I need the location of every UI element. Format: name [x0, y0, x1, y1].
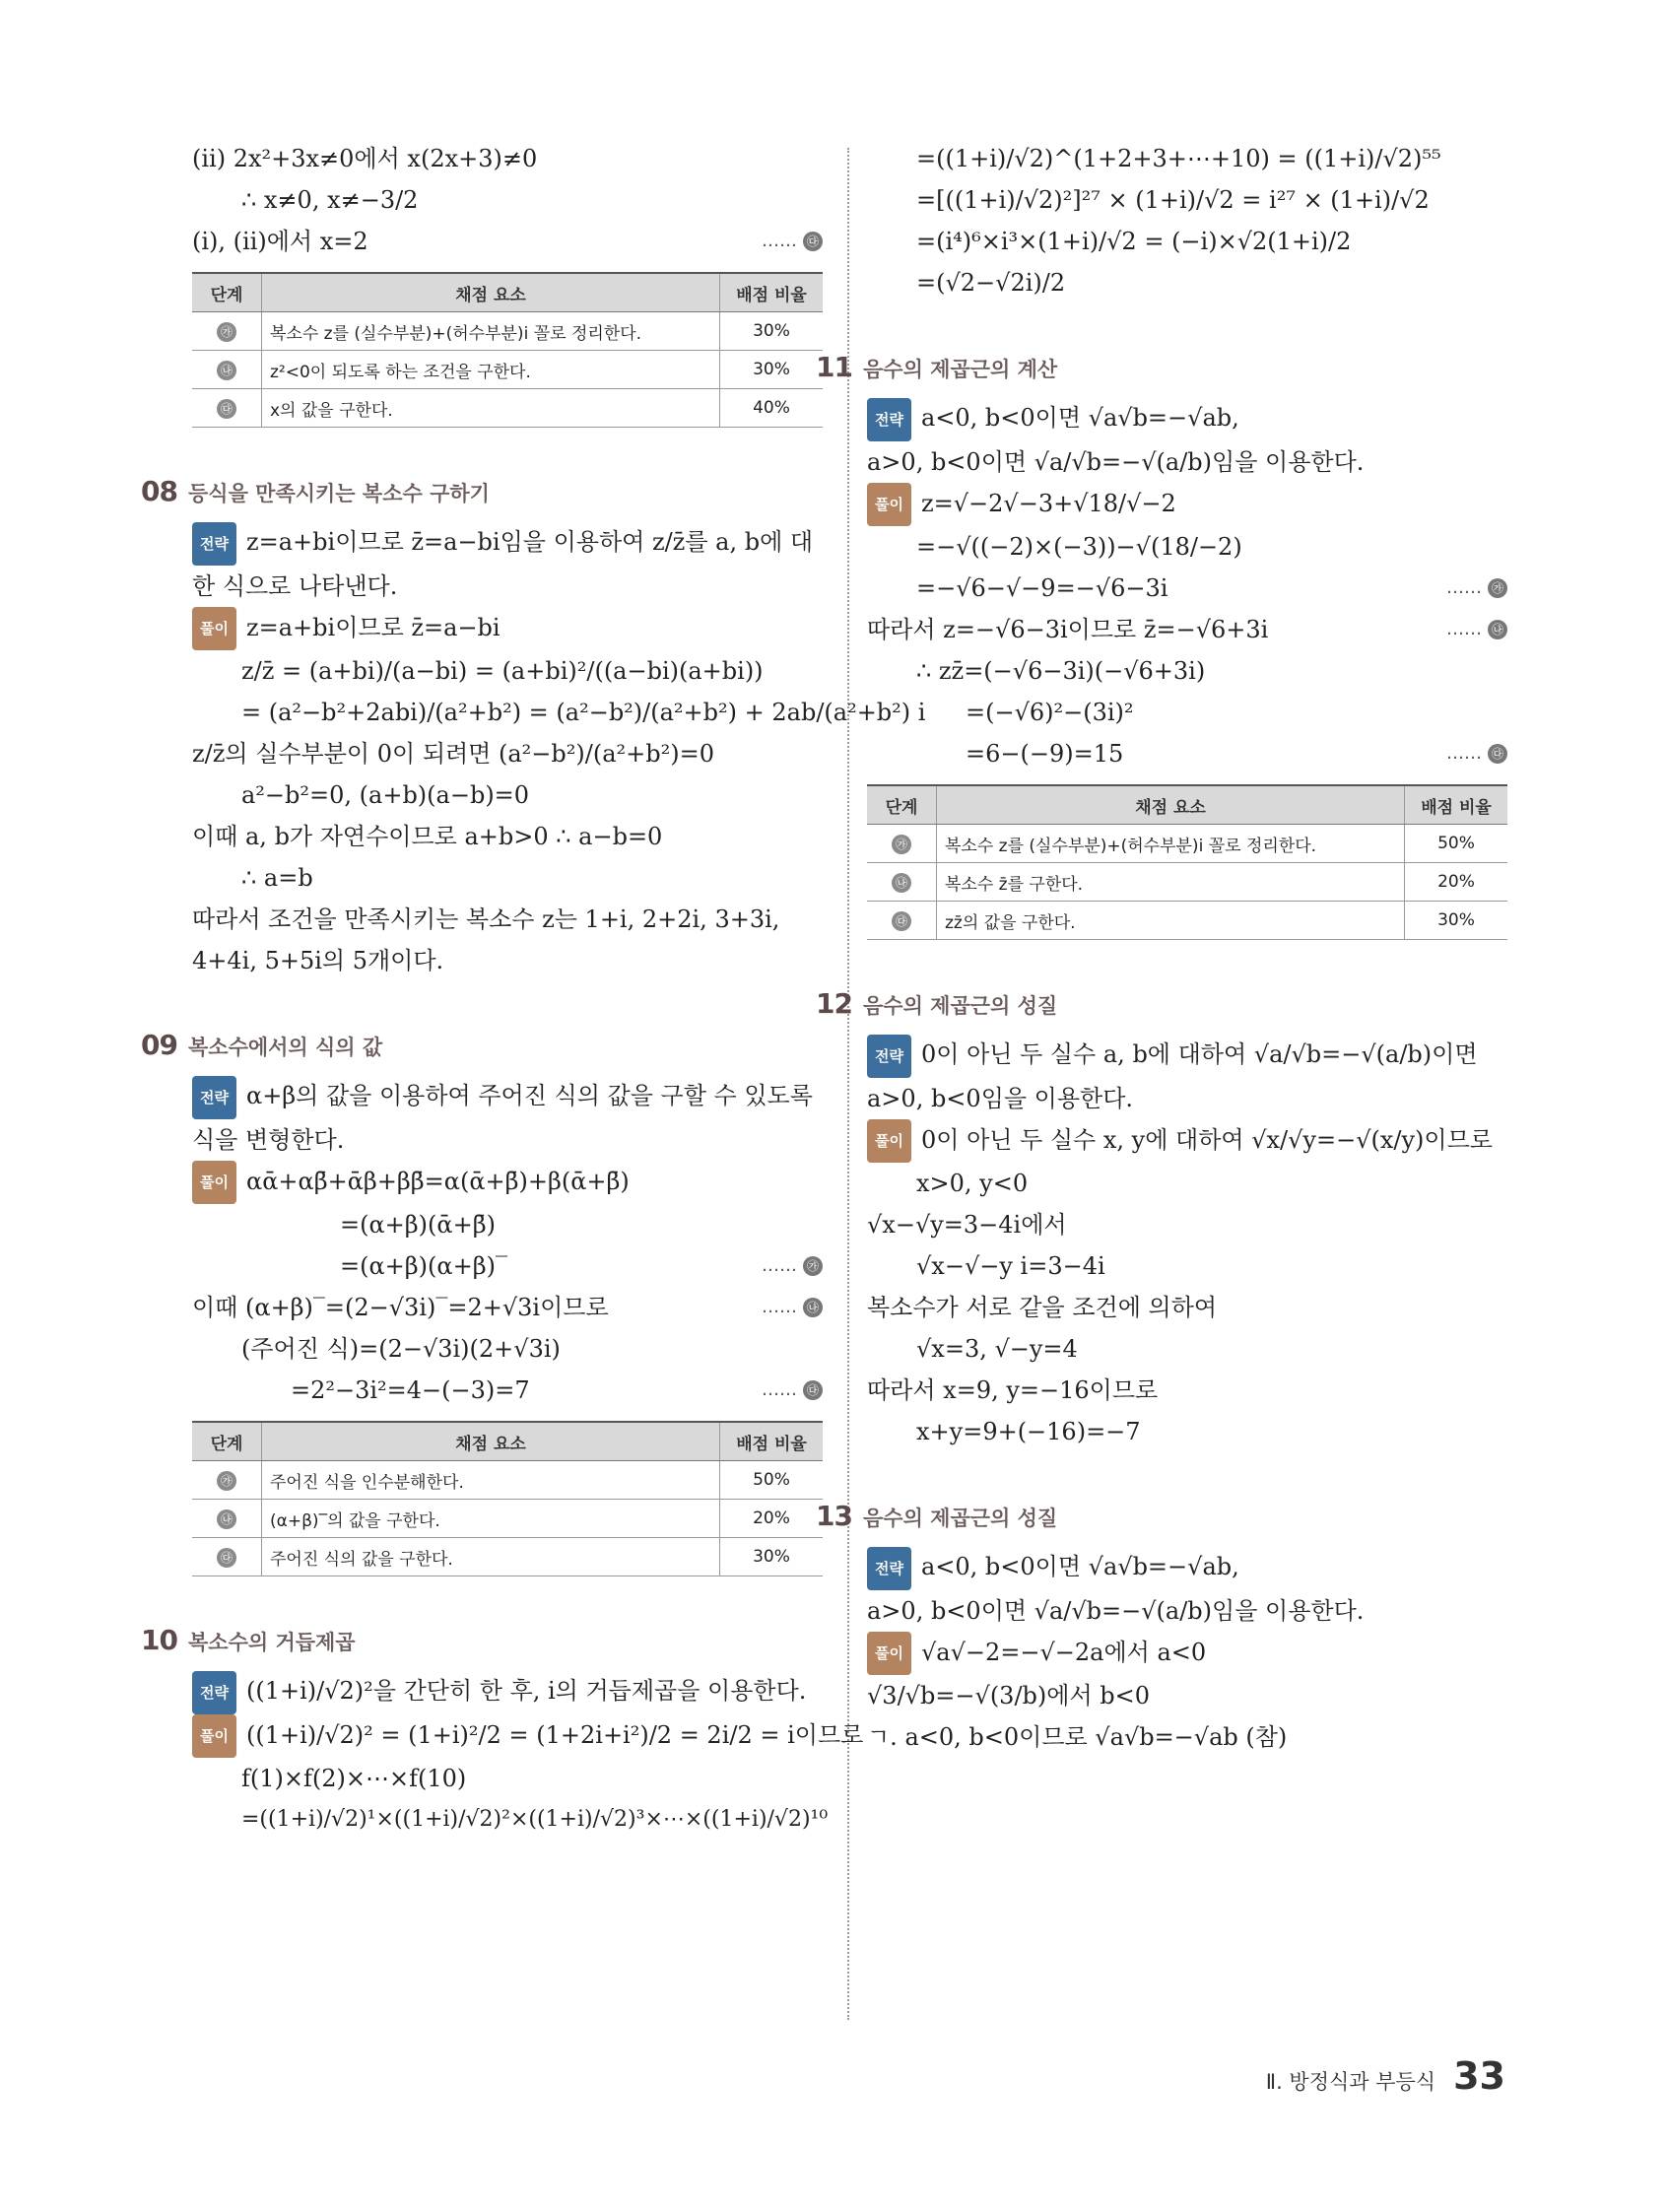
strategy — [192, 1670, 823, 1714]
section-title: 복소수에서의 식의 값 — [188, 1036, 383, 1059]
strategy-badge: 전략 — [192, 1076, 236, 1119]
solution-line: =((1+i)/√2)^(1+2+3+⋯+10) = ((1+i)/√2)⁵⁵ — [916, 145, 1441, 172]
table-cell: 복소수 z̄를 구한다. — [937, 863, 1405, 902]
solution-text: (ⅰ), (ⅱ)에서 x=2 — [192, 228, 368, 255]
table-row — [192, 312, 823, 351]
solution-line: =(α+β)(ᾱ+β̄) — [340, 1211, 496, 1239]
table-cell: 30% — [1405, 902, 1508, 940]
solution-line: 이때 (α+β)‾=(2−√3i)‾=2+√3i이므로 …… ㉯ — [192, 1287, 823, 1328]
solution-line: =(−√6)²−(3i)² — [966, 699, 1134, 726]
solution-line — [192, 221, 823, 262]
section-number: 09 — [141, 1029, 177, 1061]
right-column — [816, 138, 1507, 1758]
step-circle: ㉰ — [892, 911, 911, 931]
scoring-table — [192, 1421, 823, 1576]
table-row — [192, 389, 823, 428]
table-cell: 30% — [720, 1538, 824, 1576]
solution-line: ∴ x≠0, x≠−3/2 — [241, 186, 419, 214]
solution-line: = (a²−b²+2abi)/(a²+b²) = (a²−b²)/(a²+b²) + 2ab/(a²+b²) i — [241, 699, 926, 726]
section-number: 11 — [816, 351, 852, 383]
section-heading — [141, 475, 823, 507]
solution-badge: 풀이 — [192, 1714, 236, 1758]
solution-line: 복소수가 서로 같을 조건에 의하여 — [867, 1294, 1218, 1321]
section-heading — [141, 1029, 823, 1061]
strategy-text: z=a+bi이므로 z̄=a−bi임을 이용하여 z/z̄를 a, b에 대한 식으로 나타낸다. — [192, 528, 814, 600]
solution-line: 풀이 z=√−2√−3+√18/√−2 — [867, 483, 1507, 527]
solution-line: =(i⁴)⁶×i³×(1+i)/√2 = (−i)×√2(1+i)/2 — [916, 228, 1352, 255]
solution-badge: 풀이 — [192, 1161, 236, 1204]
strategy: 전략 a<0, b<0이면 √a√b=−√ab, — [867, 397, 1507, 441]
step-circle: ㉮ — [803, 1256, 823, 1276]
solution-line: √3/√b=−√(3/b)에서 b<0 — [867, 1682, 1151, 1709]
strategy-text: ((1+i)/√2)²을 간단히 한 후, i의 거듭제곱을 이용한다. — [245, 1677, 807, 1705]
solution-line: x+y=9+(−16)=−7 — [916, 1418, 1141, 1445]
table-header: 배점 비율 — [720, 273, 824, 312]
table-row — [867, 863, 1507, 902]
section-number: 10 — [141, 1624, 177, 1656]
step-circle: ㉰ — [217, 399, 236, 419]
solution-line: =[((1+i)/√2)²]²⁷ × (1+i)/√2 = i²⁷ × (1+i)/√2 — [916, 186, 1430, 214]
section-number: 12 — [816, 987, 852, 1020]
strategy-badge: 전략 — [192, 1671, 236, 1714]
chapter-label: Ⅱ. 방정식과 부등식 — [1265, 2070, 1436, 2094]
strategy-text: α+β의 값을 이용하여 주어진 식의 값을 구할 수 있도록 식을 변형한다. — [192, 1082, 813, 1154]
solution-line: √x−√−y i=3−4i — [916, 1252, 1105, 1280]
solution-line: 풀이 √a√−2=−√−2a에서 a<0 — [867, 1632, 1507, 1676]
solution-line: =2²−3i²=4−(−3)=7 …… ㉰ — [192, 1370, 823, 1411]
scoring-table — [192, 272, 823, 428]
table-row — [192, 351, 823, 389]
table-header: 채점 요소 — [262, 1422, 720, 1461]
section-title: 음수의 제곱근의 성질 — [863, 994, 1058, 1018]
step-circle: ㉮ — [1488, 578, 1507, 598]
solution-line: z/z̄의 실수부분이 0이 되려면 (a²−b²)/(a²+b²)=0 — [192, 740, 714, 768]
step-circle: ㉰ — [803, 232, 823, 251]
table-cell: x의 값을 구한다. — [262, 389, 720, 428]
table-cell: 40% — [720, 389, 824, 428]
solution-line: (ⅱ) 2x²+3x≠0에서 x(2x+3)≠0 — [192, 145, 538, 172]
strategy — [192, 521, 823, 607]
table-cell: 복소수 z를 (실수부분)+(허수부분)i 꼴로 정리한다. — [937, 825, 1405, 863]
step-marker: …… ㉯ — [762, 1287, 823, 1328]
table-header: 배점 비율 — [720, 1422, 824, 1461]
step-circle: ㉰ — [803, 1380, 823, 1400]
section-heading — [816, 987, 1507, 1020]
strategy-line: a>0, b<0이면 √a/√b=−√(a/b)임을 이용한다. — [867, 447, 1365, 476]
solution-badge: 풀이 — [867, 483, 911, 526]
solution-line: x>0, y<0 — [916, 1170, 1029, 1197]
step-circle: ㉯ — [217, 361, 236, 380]
table-header: 단계 — [867, 785, 937, 825]
solution-line: 4+4i, 5+5i의 5개이다. — [192, 947, 444, 974]
table-row — [192, 1538, 823, 1576]
solution-line: 풀이 z=a+bi이므로 z̄=a−bi — [192, 607, 823, 651]
section-title: 음수의 제곱근의 계산 — [863, 358, 1058, 381]
step-circle: ㉰ — [217, 1548, 236, 1568]
section-title: 음수의 제곱근의 성질 — [863, 1507, 1058, 1530]
table-row — [192, 1500, 823, 1538]
solution-badge: 풀이 — [867, 1632, 911, 1675]
table-row — [867, 825, 1507, 863]
strategy-badge: 전략 — [867, 1035, 911, 1078]
section-heading — [816, 1500, 1507, 1532]
solution-line: √x−√y=3−4i에서 — [867, 1211, 1067, 1239]
solution-line: (주어진 식)=(2−√3i)(2+√3i) — [241, 1335, 561, 1363]
table-header: 채점 요소 — [262, 273, 720, 312]
solution-line: ㄱ. a<0, b<0이므로 √a√b=−√ab (참) — [867, 1723, 1288, 1751]
section-title: 등식을 만족시키는 복소수 구하기 — [188, 482, 490, 505]
table-header: 단계 — [192, 273, 262, 312]
section-number: 08 — [141, 475, 177, 507]
strategy-badge: 전략 — [867, 398, 911, 441]
step-marker: …… ㉯ — [1446, 609, 1507, 650]
section-heading — [816, 351, 1507, 383]
solution-line: a²−b²=0, (a+b)(a−b)=0 — [241, 781, 530, 809]
solution-line: =((1+i)/√2)¹×((1+i)/√2)²×((1+i)/√2)³×⋯×((1+i)/√2)¹⁰ — [241, 1807, 829, 1832]
solution-line: 풀이 αᾱ+αβ̄+ᾱβ+ββ̄=α(ᾱ+β̄)+β(ᾱ+β̄) — [192, 1161, 823, 1205]
table-cell: 30% — [720, 351, 824, 389]
strategy: 전략 0이 아닌 두 실수 a, b에 대하여 √a/√b=−√(a/b)이면 — [867, 1034, 1507, 1078]
solution-line: =6−(−9)=15 …… ㉰ — [867, 733, 1507, 774]
step-circle: ㉰ — [1488, 744, 1507, 764]
strategy-badge: 전략 — [867, 1547, 911, 1590]
strategy-line: a>0, b<0임을 이용한다. — [867, 1084, 1134, 1112]
table-row — [867, 902, 1507, 940]
table-cell: z²<0이 되도록 하는 조건을 구한다. — [262, 351, 720, 389]
step-circle: ㉯ — [892, 873, 911, 893]
step-circle: ㉮ — [217, 1471, 236, 1491]
table-cell: 50% — [1405, 825, 1508, 863]
step-marker: …… ㉰ — [762, 221, 823, 262]
page-footer — [1266, 2054, 1505, 2098]
table-cell: 20% — [720, 1500, 824, 1538]
page-number: 33 — [1453, 2054, 1505, 2098]
solution-line: =−√((−2)×(−3))−√(18/−2) — [916, 533, 1242, 561]
solution-line: ∴ a=b — [241, 864, 313, 892]
table-cell: 30% — [720, 312, 824, 351]
solution-line: 풀이 ((1+i)/√2)² = (1+i)²/2 = (1+2i+i²)/2 = 2i/2 = i이므로 — [192, 1714, 823, 1759]
step-circle: ㉮ — [217, 322, 236, 342]
table-cell: zz̄의 값을 구한다. — [937, 902, 1405, 940]
solution-line: 이때 a, b가 자연수이므로 a+b>0 ∴ a−b=0 — [192, 823, 663, 850]
solution-line: =(√2−√2i)/2 — [916, 269, 1066, 297]
strategy: 전략 a<0, b<0이면 √a√b=−√ab, — [867, 1546, 1507, 1590]
table-cell: 복소수 z를 (실수부분)+(허수부분)i 꼴로 정리한다. — [262, 312, 720, 351]
strategy-badge: 전략 — [192, 522, 236, 566]
step-marker: …… ㉰ — [762, 1370, 823, 1411]
solution-line: ∴ zz̄=(−√6−3i)(−√6+3i) — [916, 657, 1206, 685]
step-circle: ㉯ — [217, 1509, 236, 1529]
step-marker: …… ㉰ — [1446, 733, 1507, 774]
section-number: 13 — [816, 1500, 852, 1532]
table-header: 배점 비율 — [1405, 785, 1508, 825]
table-cell: 20% — [1405, 863, 1508, 902]
table-row — [192, 1461, 823, 1500]
strategy-line: a>0, b<0이면 √a/√b=−√(a/b)임을 이용한다. — [867, 1596, 1365, 1625]
table-header: 단계 — [192, 1422, 262, 1461]
step-circle: ㉯ — [1488, 620, 1507, 639]
solution-line: 따라서 x=9, y=−16이므로 — [867, 1376, 1159, 1404]
table-header: 채점 요소 — [937, 785, 1405, 825]
section-heading — [141, 1624, 823, 1656]
solution-line: 따라서 z=−√6−3i이므로 z̄=−√6+3i …… ㉯ — [867, 609, 1507, 650]
step-marker: …… ㉮ — [762, 1245, 823, 1287]
solution-line: f(1)×f(2)×⋯×f(10) — [241, 1765, 467, 1792]
table-cell: 50% — [720, 1461, 824, 1500]
solution-badge: 풀이 — [867, 1119, 911, 1163]
table-cell: 주어진 식을 인수분해한다. — [262, 1461, 720, 1500]
solution-line: 풀이 0이 아닌 두 실수 x, y에 대하여 √x/√y=−√(x/y)이므로 — [867, 1119, 1507, 1164]
strategy — [192, 1075, 823, 1161]
solution-line: =(α+β)(α+β)‾ …… ㉮ — [192, 1245, 823, 1287]
scoring-table — [867, 784, 1507, 940]
solution-badge: 풀이 — [192, 607, 236, 650]
solution-line: √x=3, √−y=4 — [916, 1335, 1078, 1363]
solution-line: 따라서 조건을 만족시키는 복소수 z는 1+i, 2+2i, 3+3i, — [192, 905, 780, 933]
table-cell: 주어진 식의 값을 구한다. — [262, 1538, 720, 1576]
solution-line: =−√6−√−9=−√6−3i …… ㉮ — [867, 568, 1507, 609]
table-cell: (α+β)‾의 값을 구한다. — [262, 1500, 720, 1538]
solution-line: z/z̄ = (a+bi)/(a−bi) = (a+bi)²/((a−bi)(a+bi)) — [241, 657, 764, 685]
step-circle: ㉮ — [892, 835, 911, 854]
section-title: 복소수의 거듭제곱 — [188, 1631, 356, 1654]
step-marker: …… ㉮ — [1446, 568, 1507, 609]
step-circle: ㉯ — [803, 1298, 823, 1317]
